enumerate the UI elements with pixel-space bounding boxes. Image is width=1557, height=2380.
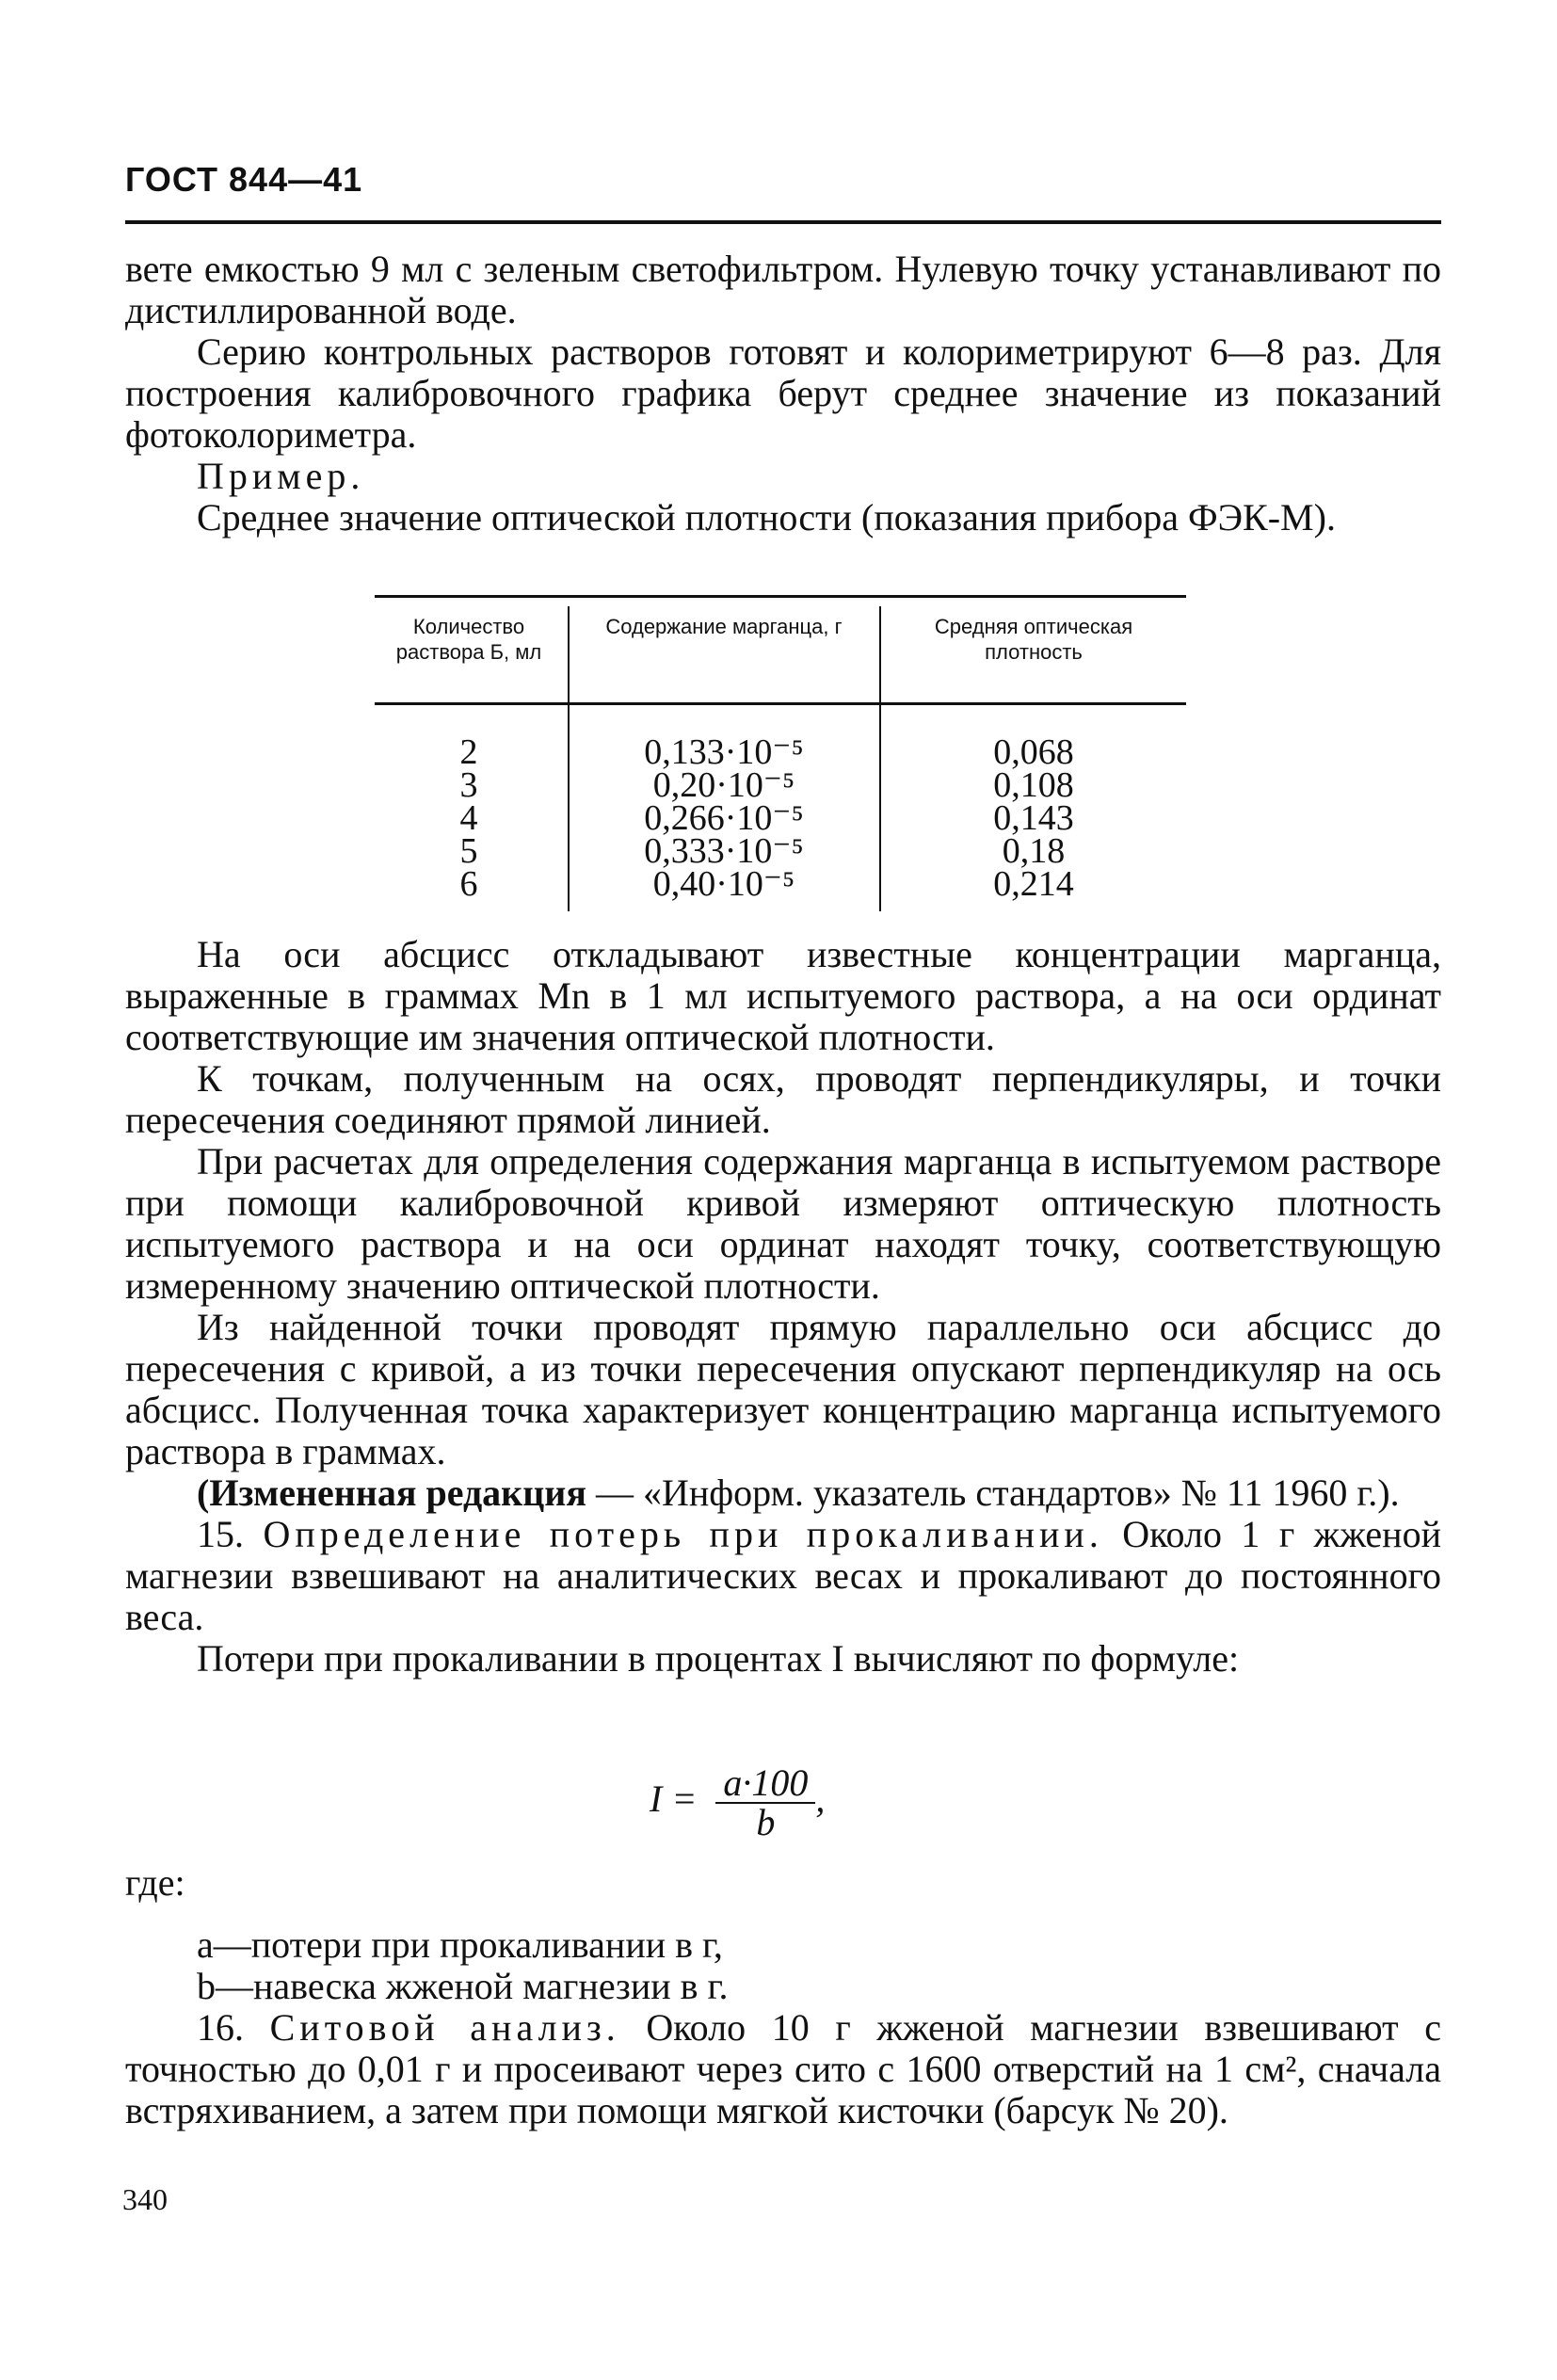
text-block-bottom — [125, 1862, 1441, 2131]
table-cell: 6 — [459, 864, 478, 904]
formula-fraction — [715, 1761, 815, 1843]
document-header: ГОСТ 844—41 — [125, 160, 363, 199]
table-header-volume: Количество раствора Б, мл — [395, 615, 542, 664]
formula-numerator: a·100 — [715, 1764, 815, 1804]
table-cell: 0,133·10⁻⁵ — [644, 732, 804, 772]
section-title: Определение потерь при прокаливании. — [263, 1513, 1103, 1555]
table-column-manganese — [572, 732, 875, 904]
table-cell: 5 — [459, 831, 478, 871]
paragraph — [125, 1514, 1441, 1638]
section-text: Около 10 г жженой магнезии взвешивают с точностью до 0,01 г и просеивают через сито с 1600 отверстий на 1 см², сначала встряхиванием, а затем при помощи мягкой кисточки (барсук № 20). — [125, 2006, 1442, 2131]
table-cell: 0,18 — [1002, 831, 1066, 871]
formula-denominator: b — [756, 1801, 776, 1843]
table-cell: 4 — [459, 798, 478, 838]
section-title: Ситовой анализ. — [269, 2006, 620, 2049]
text-block-top — [125, 249, 1441, 539]
amendment-label: (Измененная редакция — [197, 1471, 586, 1514]
table-cell: 3 — [459, 765, 478, 805]
paragraph: вете емкостью 9 мл с зеленым светофильтром. Нулевую точку устанавливают по дистиллированной воде. — [125, 248, 1441, 331]
table-cell: 0,108 — [993, 765, 1074, 805]
text-block-middle — [125, 934, 1441, 1680]
table-cell: 0,266·10⁻⁵ — [644, 798, 804, 838]
table-cell: 0,333·10⁻⁵ — [644, 831, 804, 871]
page-number: 340 — [122, 2182, 168, 2216]
paragraph: Серию контрольных растворов готовят и колориметрируют 6—8 раз. Для построения калибровочного графика берут среднее значение из показаний фотоколориметра. — [125, 330, 1441, 456]
formula — [650, 1761, 826, 1843]
table-header-density: Средняя оптическая плотность — [934, 615, 1133, 664]
table-divider — [568, 606, 570, 911]
section-number: 16. — [197, 2006, 244, 2049]
header-rule — [125, 220, 1441, 224]
data-table — [375, 595, 1186, 911]
table-cell: 0,214 — [993, 864, 1074, 904]
table-divider — [879, 606, 881, 911]
table-header-manganese: Содержание марганца, г — [605, 615, 843, 638]
formula-lhs: I = — [650, 1777, 698, 1821]
paragraph — [125, 1472, 1441, 1514]
table-cell: 2 — [459, 732, 478, 772]
table-cell: 0,40·10⁻⁵ — [652, 864, 795, 904]
paragraph: К точкам, полученным на осях, проводят перпендикуляры, и точки пересечения соединяют прямой линией. — [125, 1057, 1441, 1141]
table-top-rule — [375, 595, 1186, 598]
section-number: 15. — [197, 1513, 244, 1555]
formula-tail: , — [815, 1777, 826, 1821]
definition-b: b—навеска жженой магнезии в г. — [197, 1965, 729, 2007]
definition-a: a—потери при прокаливании в г, — [197, 1923, 723, 1966]
table-header-rule — [375, 702, 1186, 705]
amendment-text: — «Информ. указатель стандартов» № 11 1960 г.). — [586, 1471, 1400, 1514]
table-cell: 0,143 — [993, 798, 1074, 838]
table-cell: 0,068 — [993, 732, 1074, 772]
paragraph: Из найденной точки проводят прямую параллельно оси абсцисс до пересечения с кривой, а из точки пересечения опускают перпендикуляр на ось абсцисс. Полученная точка характеризует концентрацию марганца испытуемого раствора в граммах. — [125, 1306, 1441, 1472]
example-label: Пример. — [197, 455, 365, 497]
table-cell: 0,20·10⁻⁵ — [652, 765, 795, 805]
table-column-volume — [375, 732, 563, 904]
paragraph: Среднее значение оптической плотности (показания прибора ФЭК-М). — [197, 496, 1336, 539]
section-text: Около 1 г жженой магнезии взвешивают на аналитических весах и прокаливают до постоянного веса. — [125, 1513, 1441, 1638]
where-label: где: — [125, 1861, 185, 1904]
paragraph: При расчетах для определения содержания марганца в испытуемом растворе при помощи калибровочной кривой измеряют оптическую плотность испытуемого раствора и на оси ординат находят точку, соответствующую измеренному значению оптической плотности. — [125, 1140, 1441, 1307]
paragraph — [125, 2007, 1441, 2131]
paragraph: На оси абсцисс откладывают известные концентрации марганца, выраженные в граммах Mn в 1 мл испытуемого раствора, а на оси ординат соответствующие им значения оптической плотности. — [125, 933, 1441, 1058]
paragraph: Потери при прокаливании в процентах I вычисляют по формуле: — [197, 1637, 1240, 1680]
table-column-density — [888, 732, 1180, 904]
